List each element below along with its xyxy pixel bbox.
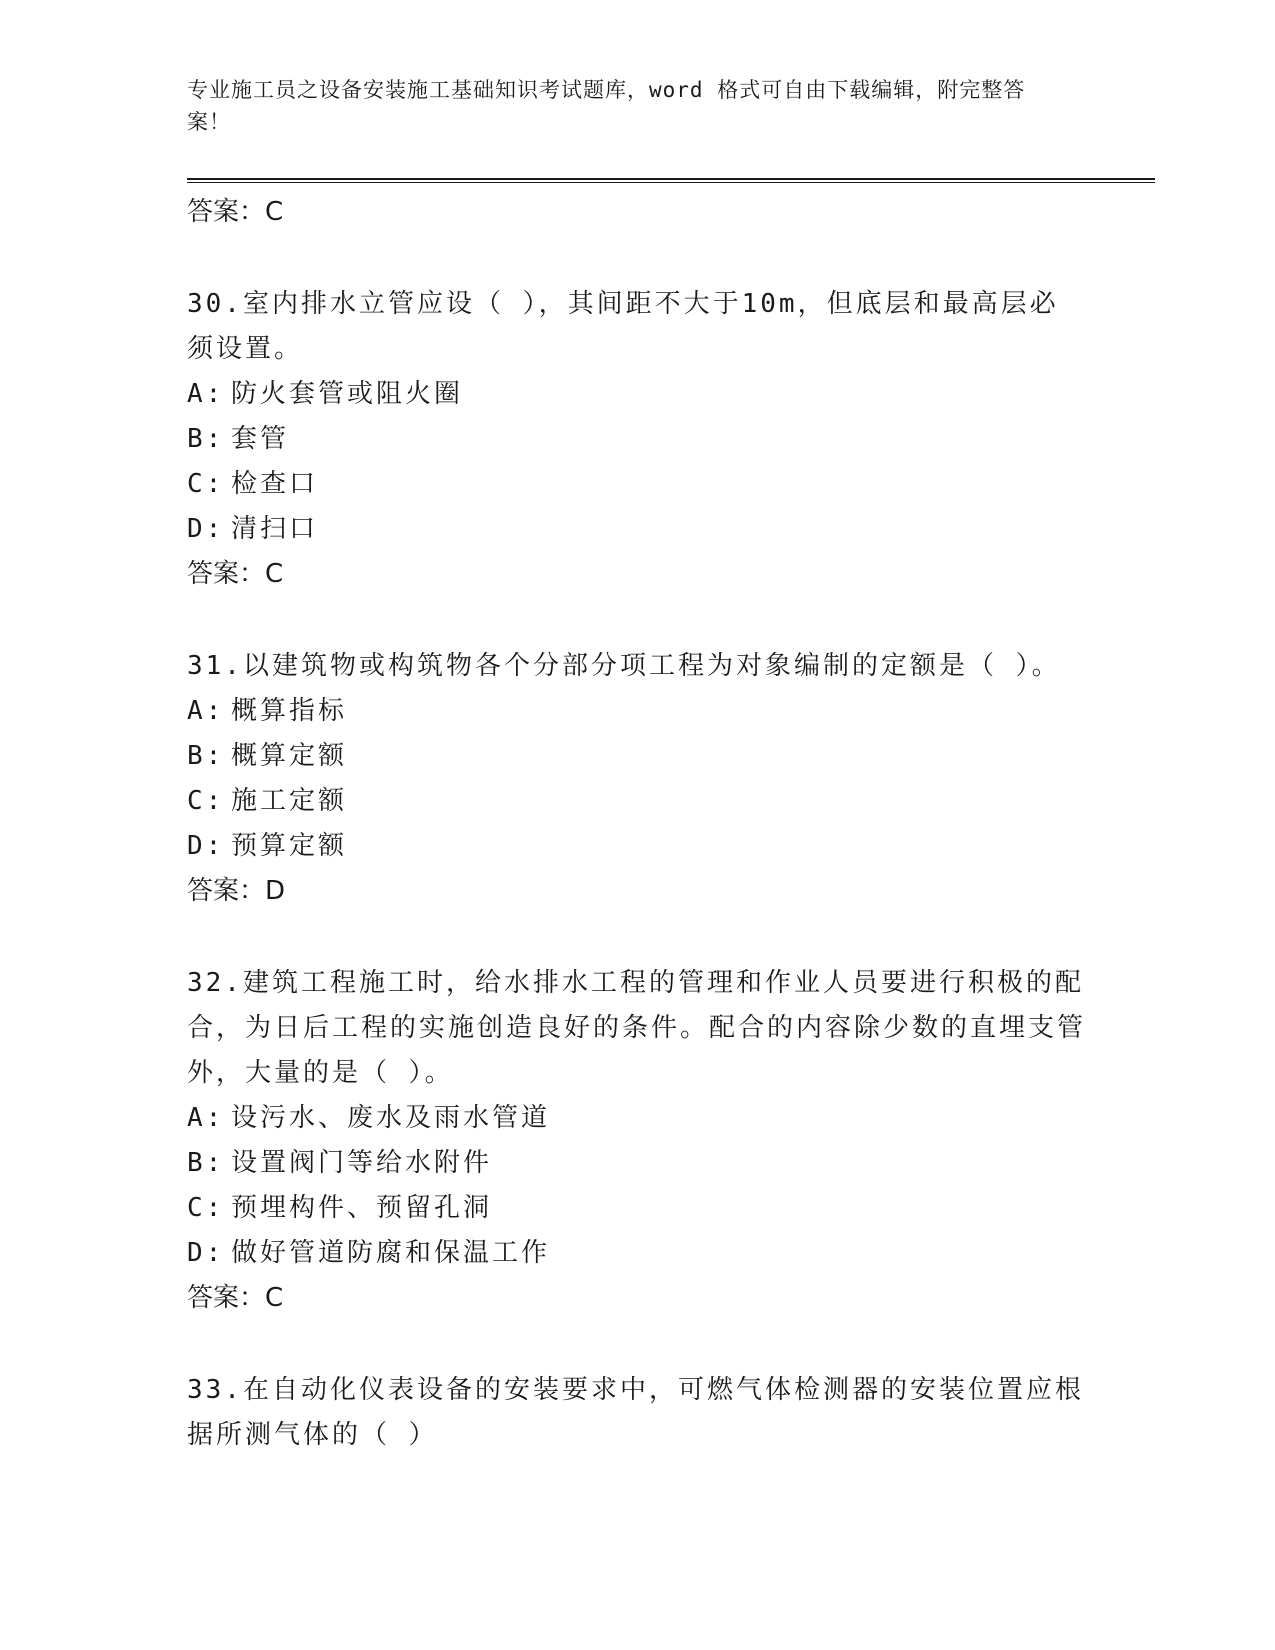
option-key: C: xyxy=(187,1193,225,1223)
option-text: 施工定额 xyxy=(231,786,348,816)
question-stem: 33.在自动化仪表设备的安装要求中，可燃气体检测器的安装位置应根据所测气体的（ ） xyxy=(187,1375,1084,1450)
option-c xyxy=(187,779,1087,824)
question-31 xyxy=(187,644,1087,913)
option-key: C: xyxy=(187,469,225,499)
answer-line: 答案：D xyxy=(187,876,286,906)
option-b xyxy=(187,734,1087,779)
question-list xyxy=(187,190,1087,1458)
answer-line: 答案：C xyxy=(187,1283,284,1313)
option-key: B: xyxy=(187,741,225,771)
option-text: 做好管道防腐和保温工作 xyxy=(231,1238,551,1268)
option-text: 预埋构件、预留孔洞 xyxy=(231,1193,493,1223)
option-b xyxy=(187,1141,1087,1186)
option-key: C: xyxy=(187,786,225,816)
option-key: A: xyxy=(187,379,225,409)
option-text: 概算指标 xyxy=(231,696,348,726)
option-key: A: xyxy=(187,696,225,726)
option-a xyxy=(187,689,1087,734)
question-stem: 32.建筑工程施工时，给水排水工程的管理和作业人员要进行积极的配合，为日后工程的实施创造良好的条件。配合的内容除少数的直埋支管外，大量的是（ ）。 xyxy=(187,968,1087,1088)
option-d xyxy=(187,824,1087,869)
option-key: D: xyxy=(187,1238,225,1268)
option-key: B: xyxy=(187,1148,225,1178)
option-text: 设污水、废水及雨水管道 xyxy=(231,1103,551,1133)
option-c xyxy=(187,1186,1087,1231)
question-32 xyxy=(187,961,1087,1320)
option-key: B: xyxy=(187,424,225,454)
header-divider xyxy=(187,178,1155,183)
question-33 xyxy=(187,1368,1087,1458)
question-stem: 31.以建筑物或构筑物各个分部分项工程为对象编制的定额是（ ）。 xyxy=(187,651,1061,681)
option-text: 检查口 xyxy=(231,469,319,499)
answer-line: 答案：C xyxy=(187,197,284,227)
option-c xyxy=(187,462,1087,507)
option-d xyxy=(187,507,1087,552)
option-text: 设置阀门等给水附件 xyxy=(231,1148,493,1178)
option-text: 概算定额 xyxy=(231,741,348,771)
document-header: 专业施工员之设备安装施工基础知识考试题库，word 格式可自由下载编辑，附完整答案！ xyxy=(187,78,1026,134)
option-d xyxy=(187,1231,1087,1276)
question-stem: 30.室内排水立管应设（ ），其间距不大于10m，但底层和最高层必须设置。 xyxy=(187,289,1059,364)
option-text: 防火套管或阻火圈 xyxy=(231,379,464,409)
option-text: 清扫口 xyxy=(231,514,319,544)
option-a xyxy=(187,1096,1087,1141)
option-text: 套管 xyxy=(231,424,290,454)
option-b xyxy=(187,417,1087,462)
option-key: D: xyxy=(187,831,225,861)
option-key: A: xyxy=(187,1103,225,1133)
option-key: D: xyxy=(187,514,225,544)
option-a xyxy=(187,372,1087,417)
option-text: 预算定额 xyxy=(231,831,348,861)
question-30 xyxy=(187,282,1087,596)
answer-line: 答案：C xyxy=(187,559,284,589)
